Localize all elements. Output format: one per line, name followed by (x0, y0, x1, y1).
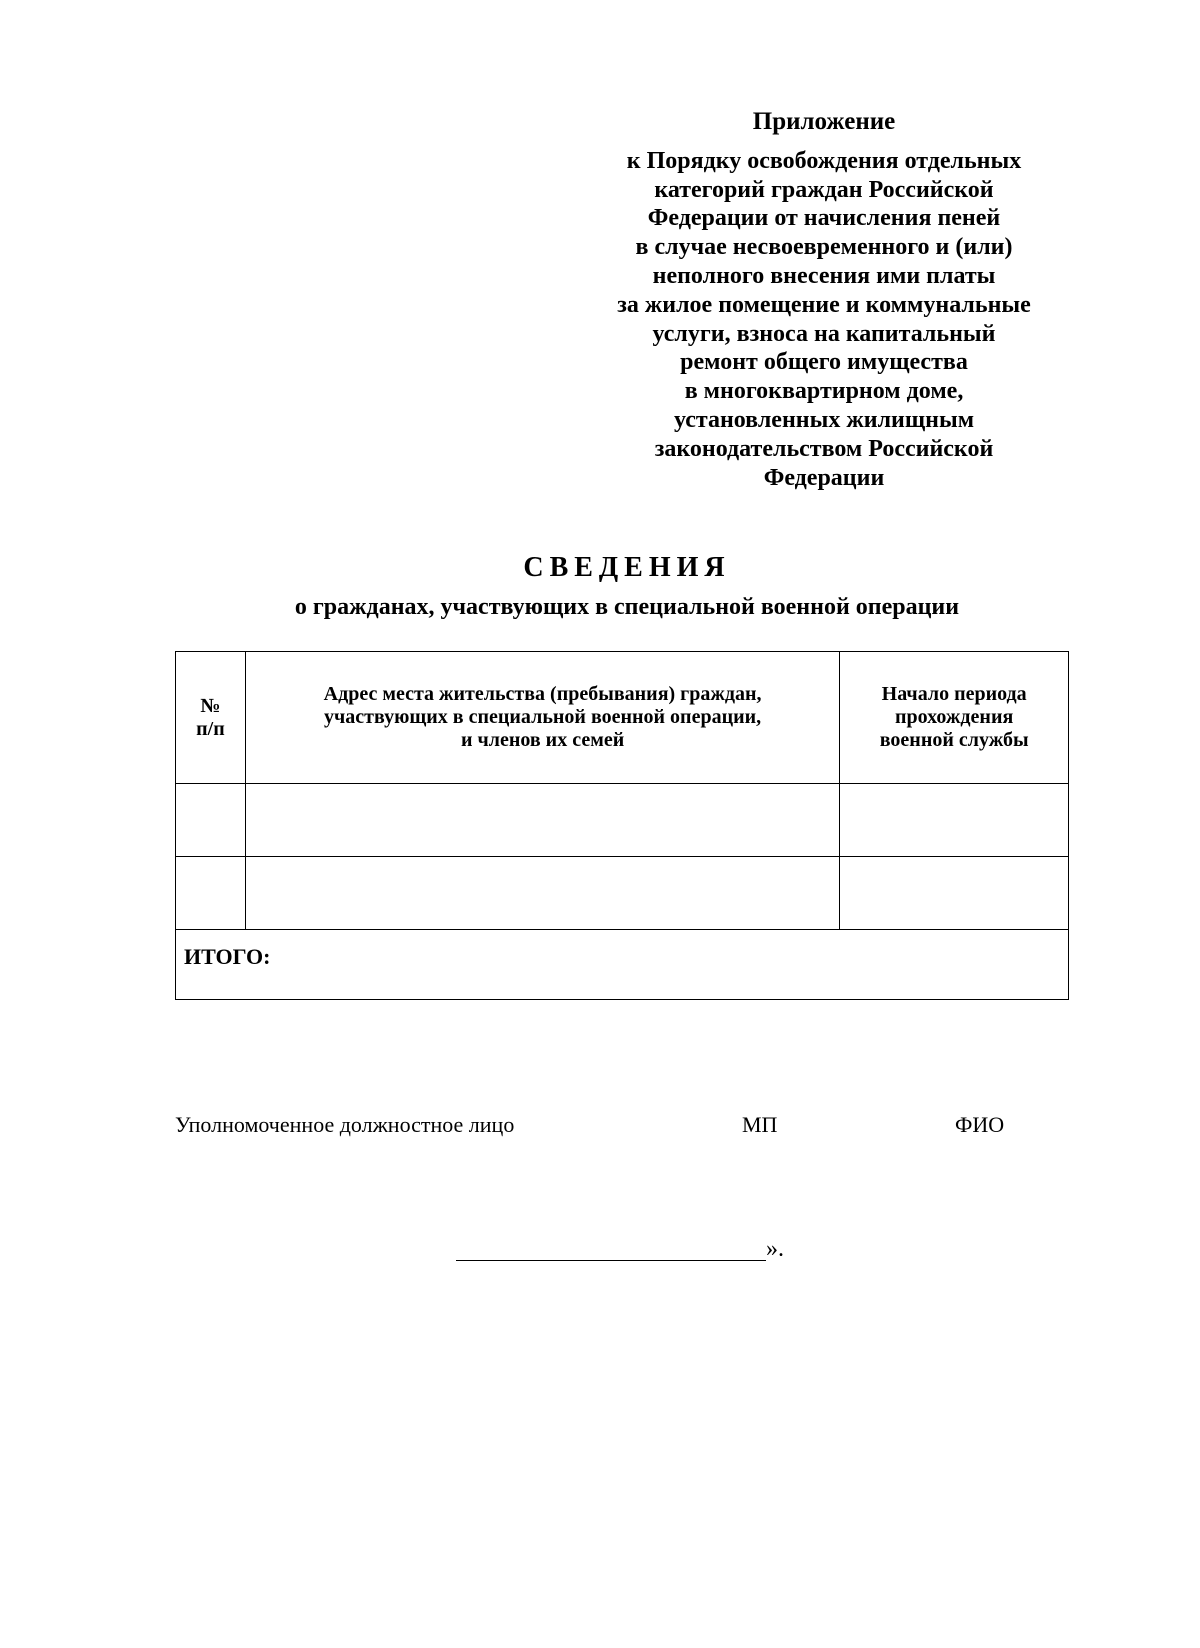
annex-line: к Порядку освобождения отдельных (626, 147, 1022, 174)
date-blank-line[interactable] (456, 1238, 766, 1261)
annex-line: категорий граждан Российской (654, 176, 994, 203)
name-label: ФИО (955, 1112, 1005, 1137)
document-title: СВЕДЕНИЯ (523, 552, 731, 583)
total-label: ИТОГО: (176, 930, 1069, 1000)
cell-address[interactable] (245, 857, 840, 930)
annex-block (575, 108, 1073, 492)
date-closing-mark: ». (766, 1236, 784, 1262)
annex-line: Федерации от начисления пеней (647, 205, 1001, 232)
header-service-start-line: военной службы (879, 729, 1029, 751)
citizens-table (175, 651, 1069, 1000)
header-number-line: п/п (196, 717, 225, 740)
annex-line: ремонт общего имущества (680, 349, 968, 376)
table-header-row (176, 652, 1069, 784)
annex-line: законодательством Российской (654, 435, 994, 462)
cell-number[interactable] (176, 784, 246, 857)
annex-line: Федерации (763, 464, 885, 491)
annex-line: в многоквартирном доме, (684, 378, 964, 405)
annex-title: Приложение (752, 108, 896, 135)
document-subtitle: о гражданах, участвующих в специальной военной операции (294, 594, 960, 620)
header-number (176, 652, 246, 784)
annex-line: в случае несвоевременного и (или) (635, 234, 1013, 261)
annex-line: услуги, взноса на капитальный (652, 320, 996, 347)
header-address-line: и членов их семей (460, 729, 625, 751)
header-address (245, 652, 840, 784)
table-row (176, 784, 1069, 857)
cell-address[interactable] (245, 784, 840, 857)
header-number-line: № (200, 694, 221, 717)
cell-service-start[interactable] (840, 857, 1069, 930)
cell-number[interactable] (176, 857, 246, 930)
stamp-label: МП (742, 1112, 778, 1137)
annex-line: установленных жилищным (673, 406, 975, 433)
header-address-line: участвующих в специальной военной операции, (324, 706, 762, 728)
cell-service-start[interactable] (840, 784, 1069, 857)
header-service-start-line: Начало периода (881, 683, 1027, 705)
official-label: Уполномоченное должностное лицо (175, 1112, 515, 1137)
total-row (176, 930, 1069, 1000)
header-service-start-line: прохождения (895, 706, 1014, 728)
annex-line: неполного внесения ими платы (652, 262, 996, 289)
table-row (176, 857, 1069, 930)
header-service-start (840, 652, 1069, 784)
header-address-line: Адрес места жительства (пребывания) граждан, (323, 683, 762, 705)
annex-line: за жилое помещение и коммунальные (617, 291, 1031, 318)
